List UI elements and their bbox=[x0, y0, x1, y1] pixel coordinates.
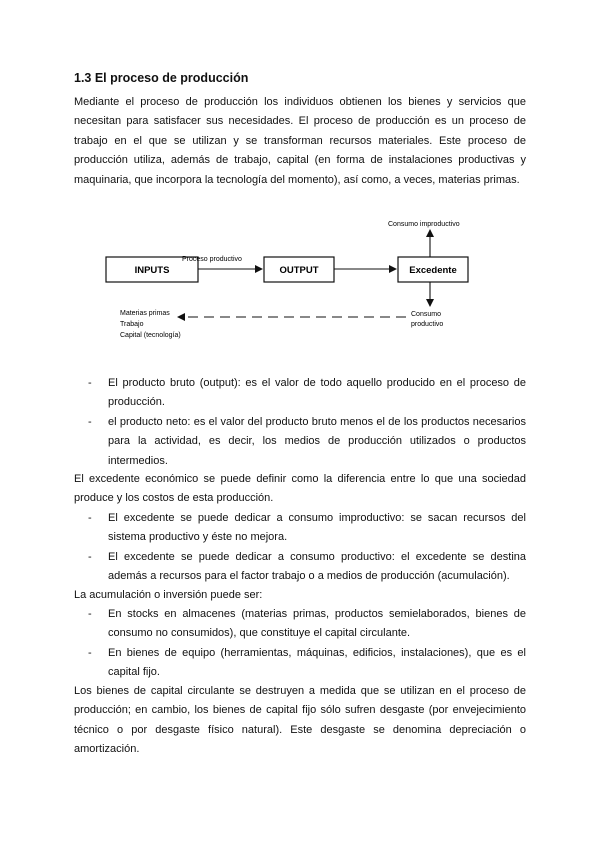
accumulation-intro-paragraph: La acumulación o inversión puede ser: bbox=[74, 589, 263, 601]
intro-paragraph: Mediante el proceso de producción los individuos obtienen los bienes y servicios que necesitan para satisfacer sus necesidades. El proceso de producción es un proceso de trabajo en el que se utilizan y se transforman recursos materiales. Este proceso de producción utiliza, además de trabajo, capital (en forma de instalaciones productivas y maquinaria, que incorpora la tecnología del momento), así como, a veces, materias primas. bbox=[74, 96, 526, 186]
section-heading: 1.3 El proceso de producción bbox=[74, 71, 249, 85]
list-item: - En stocks en almacenes (materias primas, productos semielaborados, bienes de consumo no consumidos), que constituye el capital circulante. bbox=[88, 605, 526, 644]
productive-label-line1: Consumo bbox=[411, 311, 441, 318]
factor-raw-materials: Materias primas bbox=[120, 310, 170, 317]
inputs-label: INPUTS bbox=[134, 265, 170, 276]
surplus-uses-list bbox=[88, 509, 526, 587]
productive-label-line2: productivo bbox=[411, 321, 444, 328]
accumulation-list bbox=[88, 605, 526, 683]
list-item: - El producto bruto (output): es el valor de todo aquello producido en el proceso de producción. bbox=[88, 374, 526, 413]
output-label: OUTPUT bbox=[279, 265, 319, 276]
surplus-definition-paragraph: El excedente económico se puede definir como la diferencia entre lo que una sociedad produce y los costos de esta producción. bbox=[74, 473, 526, 505]
process-label: Proceso productivo bbox=[182, 256, 242, 263]
list-item: - En bienes de equipo (herramientas, máquinas, edificios, instalaciones), que es el capital fijo. bbox=[88, 644, 526, 683]
closing-paragraph: Los bienes de capital circulante se destruyen a medida que se utilizan en el proceso de producción; en cambio, los bienes de capital fijo sólo sufren desgaste (por envejecimiento técnico o por desgaste físico natural). Este desgaste se denomina depreciación o amortización. bbox=[74, 685, 526, 756]
list-item: - El excedente se puede dedicar a consumo productivo: el excedente se destina además a recursos para el factor trabajo o a medios de producción (acumulación). bbox=[88, 548, 526, 587]
production-process-diagram bbox=[100, 212, 520, 352]
factor-labour: Trabajo bbox=[120, 321, 144, 328]
product-definitions-list bbox=[88, 374, 526, 471]
list-item: - el producto neto: es el valor del producto bruto menos el de los productos necesarios para la actividad, es decir, los medios de producción utilizados o productos intermedios. bbox=[88, 413, 526, 471]
factor-capital: Capital (tecnología) bbox=[120, 332, 181, 339]
unproductive-label: Consumo improductivo bbox=[388, 221, 460, 228]
list-item: - El excedente se puede dedicar a consumo improductivo: se sacan recursos del sistema productivo y éste no mejora. bbox=[88, 509, 526, 548]
surplus-label: Excedente bbox=[409, 265, 457, 276]
